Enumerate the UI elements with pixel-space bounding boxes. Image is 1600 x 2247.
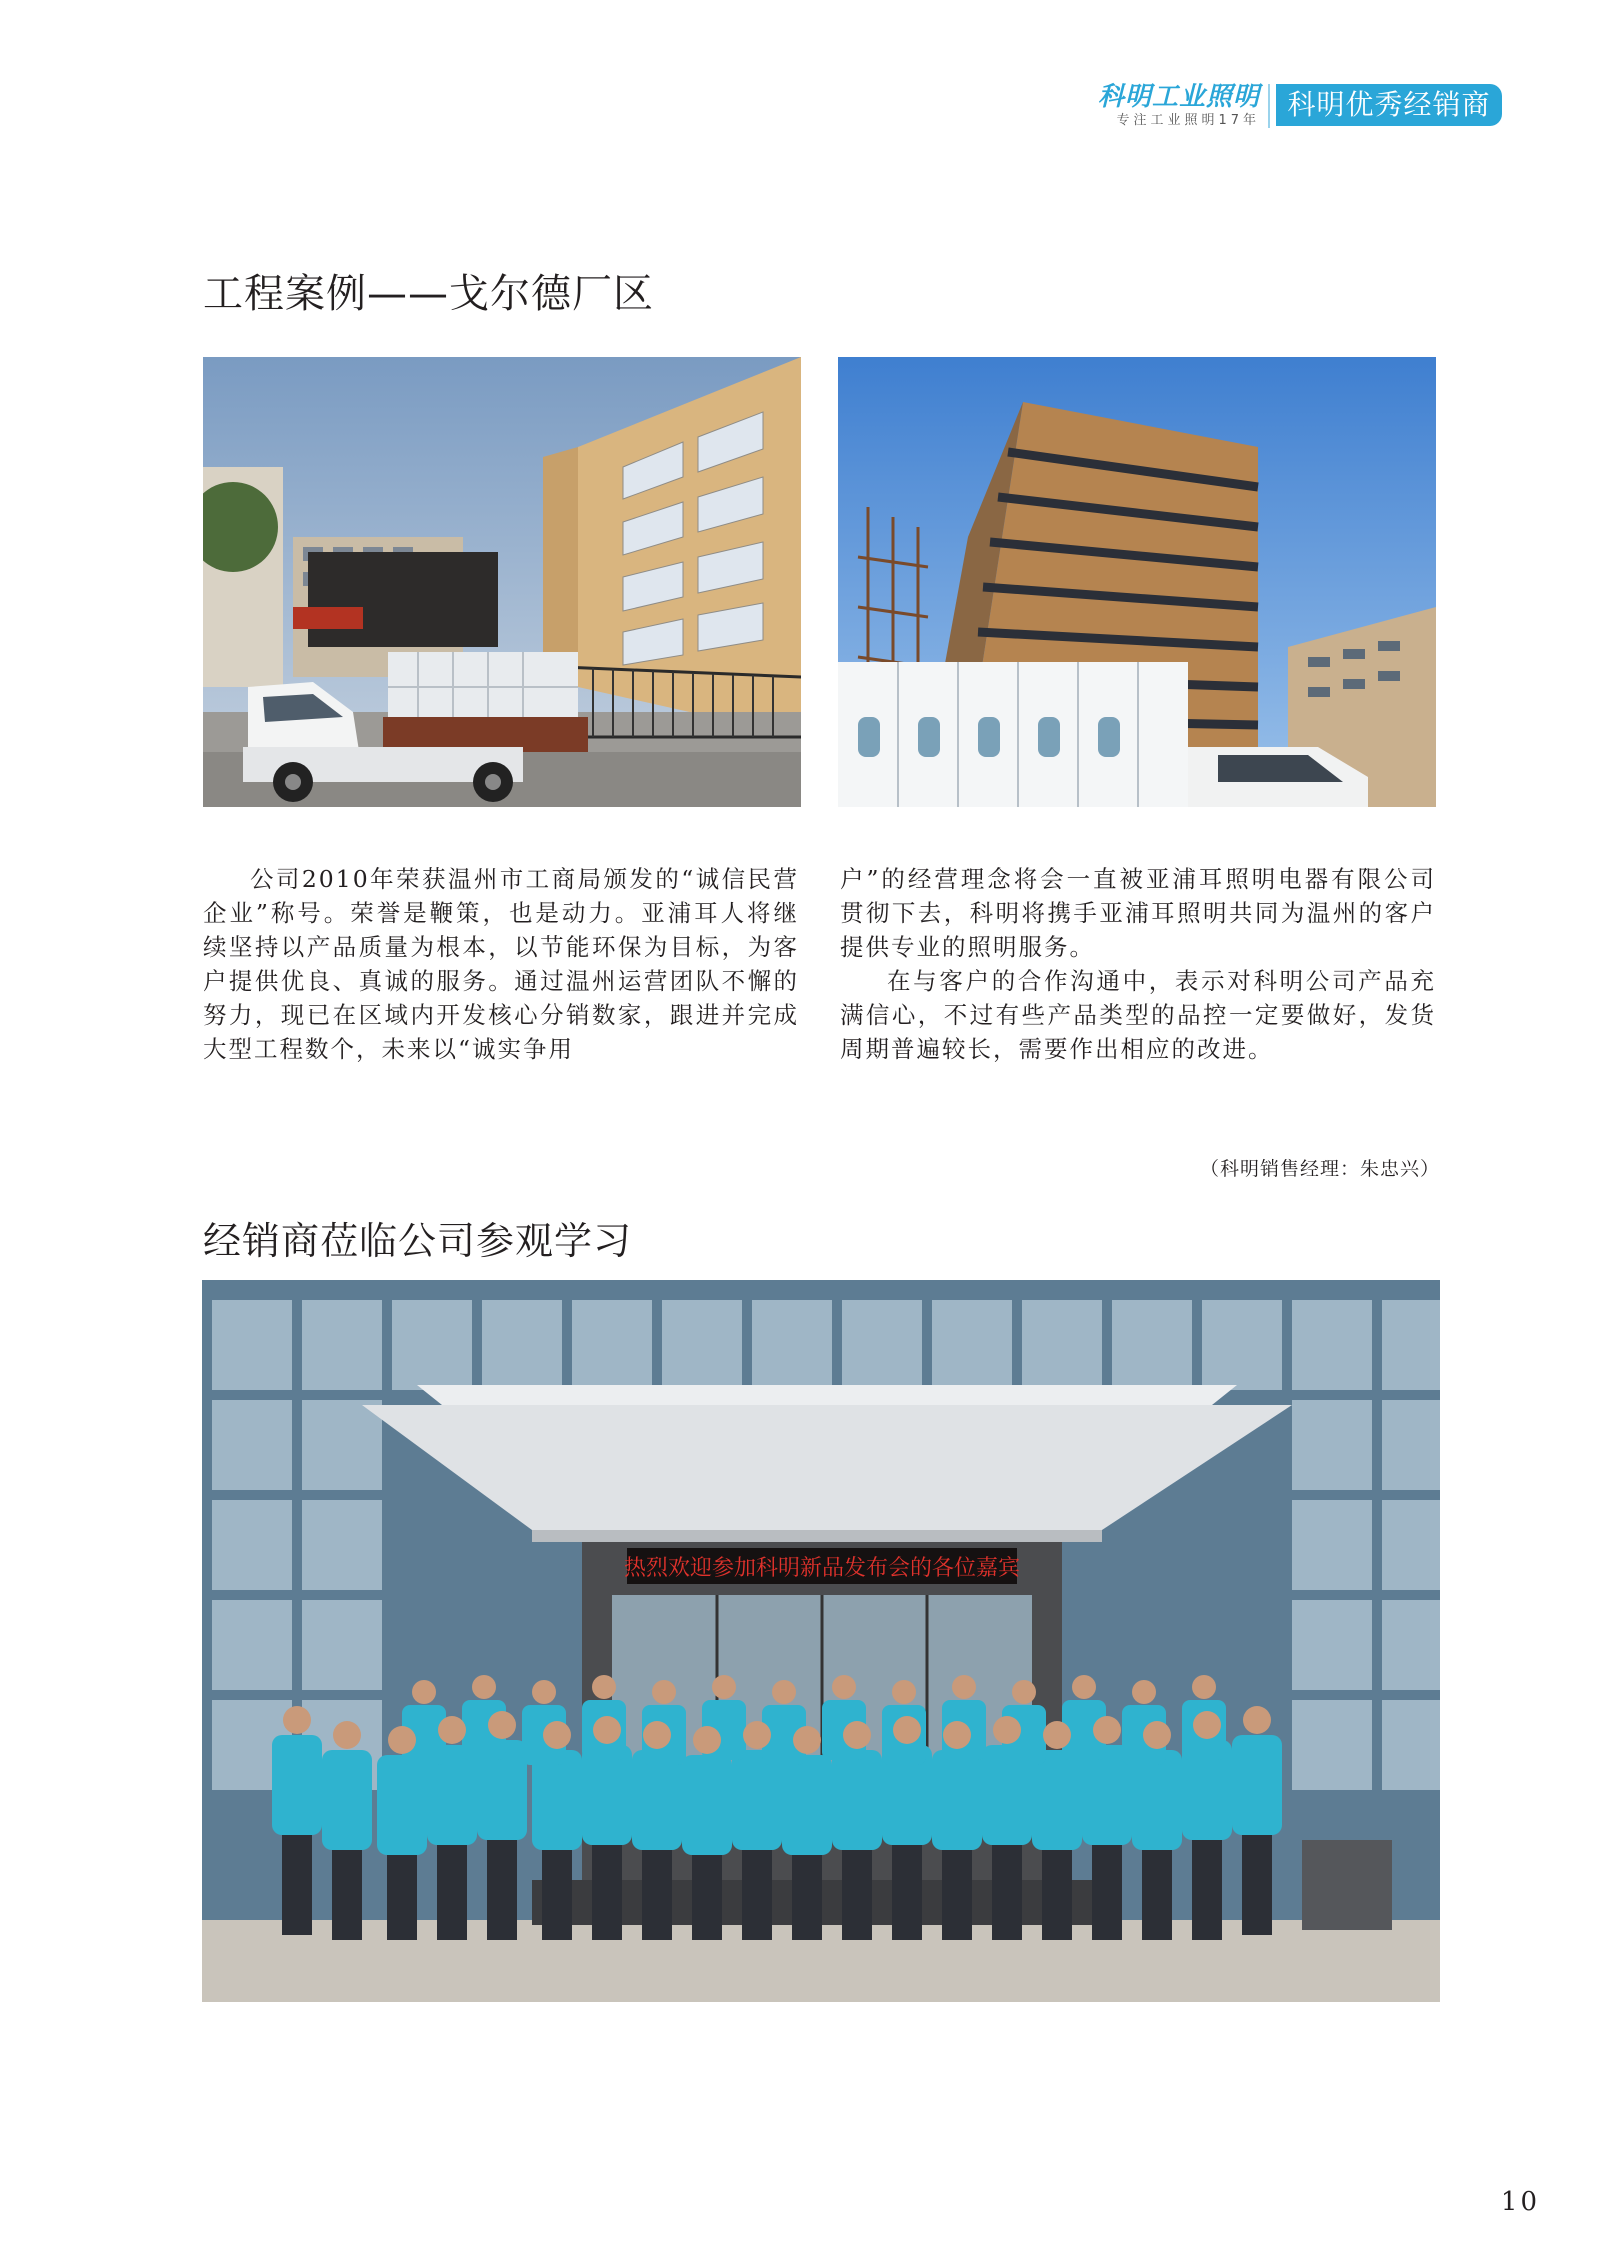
brand-logo xyxy=(1092,82,1260,130)
paragraph-1: 公司2010年荣获温州市工商局颁发的“诚信民营企业”称号。荣誉是鞭策，也是动力。亚浦耳人将继续坚持以产品质量为根本，以节能环保为目标，为客户提供优良、真诚的服务。通过温州运营团队不懈的努力，现已在区域内开发核心分销数家，跟进并完成大型工程数个，未来以“诚实争用 xyxy=(203,865,799,1063)
paragraph-3: 在与客户的合作沟通中，表示对科明公司产品充满信心，不过有些产品类型的品控一定要做好，发货周期普遍较长，需要作出相应的改进。 xyxy=(840,967,1436,1063)
section-tab: 科明优秀经销商 xyxy=(1276,84,1502,126)
author-signature: （科明销售经理：朱忠兴） xyxy=(1199,1158,1440,1180)
photo-group-dealers xyxy=(202,1280,1440,2002)
brand-name: 科明工业照明 xyxy=(1097,82,1260,112)
paragraph-2: 户”的经营理念将会一直被亚浦耳照明电器有限公司贯彻下去，科明将携手亚浦耳照明共同为温州的客户提供专业的照明服务。 xyxy=(840,865,1436,961)
section-title-project-case: 工程案例——戈尔德厂区 xyxy=(203,271,654,317)
photo-factory-truck xyxy=(203,357,801,807)
welcome-banner-text: 热烈欢迎参加科明新品发布会的各位嘉宾 xyxy=(623,1556,1021,1581)
text-column-right xyxy=(840,862,1436,1066)
brand-slogan: 专注工业照明17年 xyxy=(1116,113,1260,128)
page-number: 10 xyxy=(1500,2187,1540,2217)
photo-office-building xyxy=(838,357,1436,807)
section-title-dealer-visit: 经销商莅临公司参观学习 xyxy=(203,1219,633,1263)
text-column-left xyxy=(203,862,799,1066)
brand-divider xyxy=(1268,84,1270,128)
